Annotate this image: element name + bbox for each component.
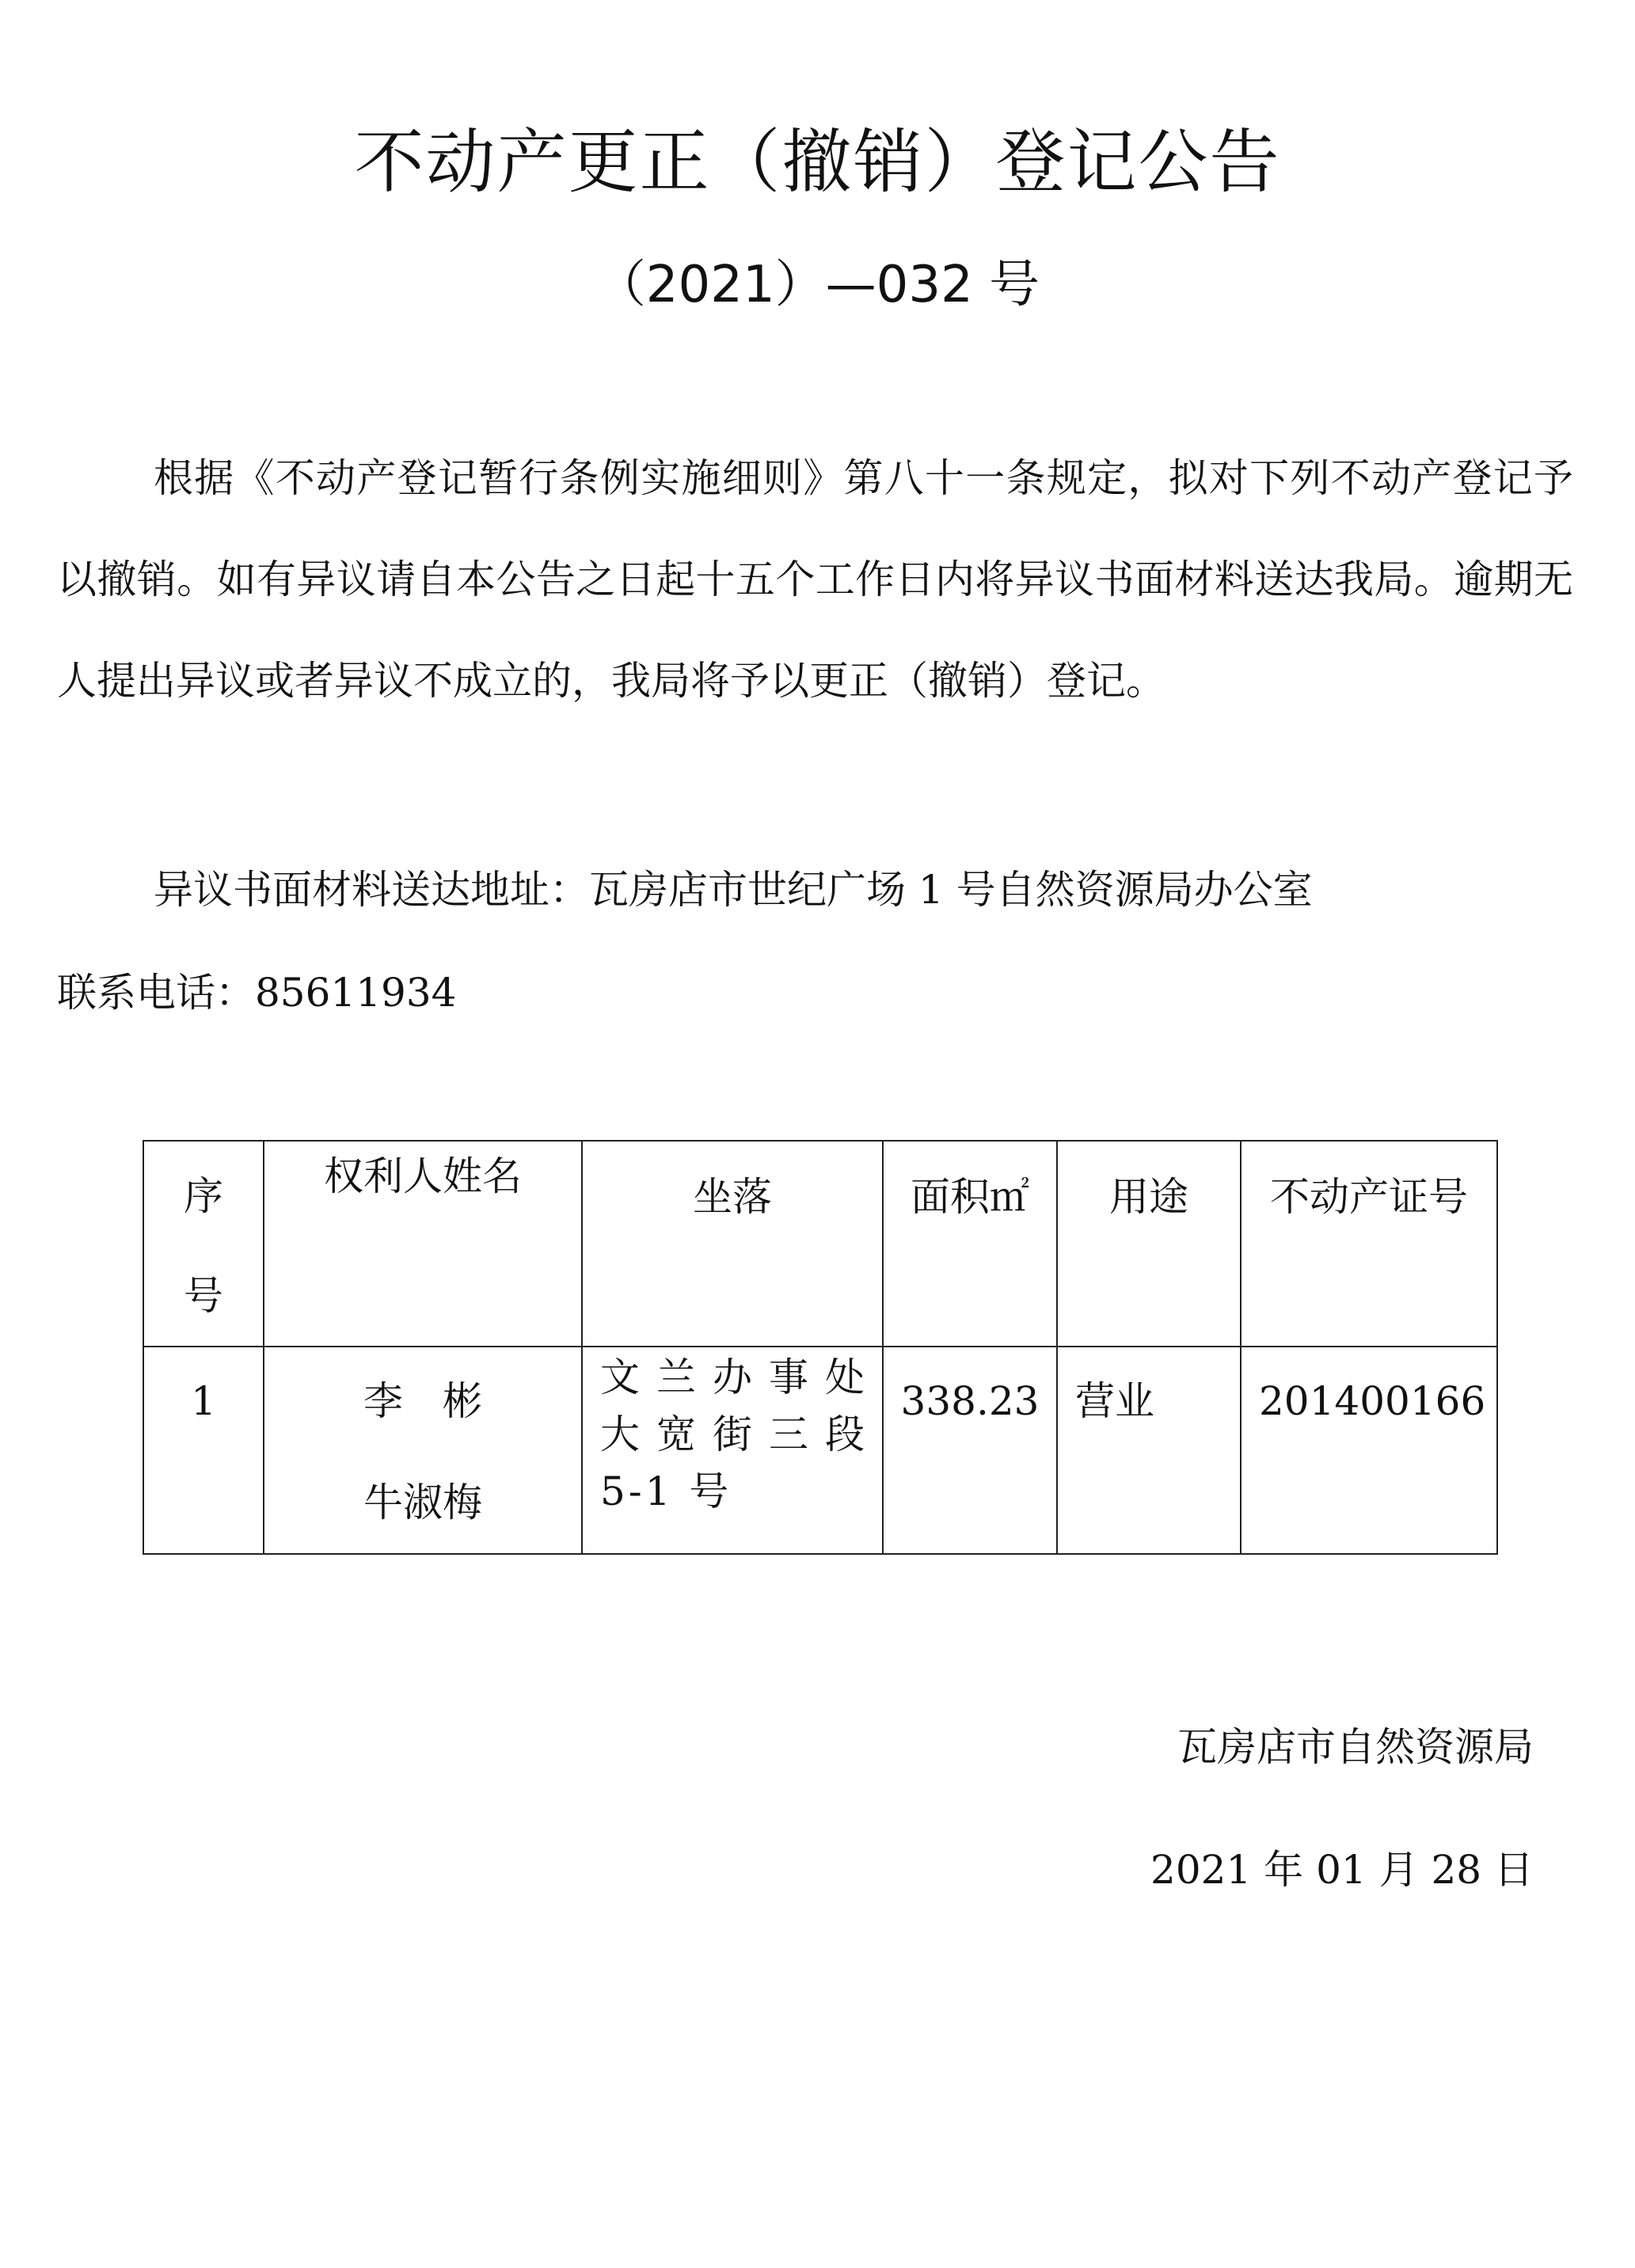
location-line-1: 文兰办事处	[600, 1354, 868, 1400]
owner-name-2: 牛淑梅	[363, 1480, 482, 1525]
table-row	[143, 1347, 1497, 1554]
header-seq-line1: 序	[184, 1173, 223, 1219]
cell-cert-no: 201400166	[1241, 1347, 1497, 1554]
header-owner: 权利人姓名	[264, 1141, 582, 1347]
contact-phone: 联系电话：85611934	[57, 970, 457, 1016]
issue-date: 2021 年 01 月 28 日	[1150, 1847, 1534, 1893]
issuer-signature: 瓦房店市自然资源局	[1177, 1724, 1534, 1770]
location-line-2: 大宽街三段	[600, 1411, 868, 1457]
cell-seq: 1	[143, 1347, 264, 1554]
document-title: 不动产更正（撤销）登记公告	[354, 121, 1281, 203]
document-number: （2021）—032 号	[595, 256, 1040, 314]
header-seq	[143, 1141, 264, 1347]
header-usage: 用途	[1057, 1141, 1241, 1347]
header-location: 坐落	[582, 1141, 883, 1347]
cell-area: 338.23	[883, 1347, 1057, 1554]
header-seq-line2: 号	[184, 1273, 223, 1319]
notice-body-paragraph: 根据《不动产登记暂行条例实施细则》第八十一条规定，拟对下列不动产登记予以撤销。如有异议请自本公告之日起十五个工作日内将异议书面材料送达我局。逾期无人提出异议或者异议不成立的，我局将予以更正（撤销）登记。	[57, 455, 1573, 704]
owner-name-1: 李 彬	[363, 1378, 482, 1424]
header-area: 面积㎡	[883, 1141, 1057, 1347]
cell-location	[582, 1347, 883, 1554]
cell-usage: 营业	[1057, 1347, 1241, 1554]
property-table	[143, 1140, 1498, 1555]
location-line-3: 5-1 号	[600, 1468, 732, 1514]
table-header-row	[143, 1141, 1497, 1347]
header-cert-no: 不动产证号	[1241, 1141, 1497, 1347]
cell-owner	[264, 1347, 582, 1554]
objection-address: 异议书面材料送达地址：瓦房店市世纪广场 1 号自然资源局办公室	[154, 867, 1313, 913]
